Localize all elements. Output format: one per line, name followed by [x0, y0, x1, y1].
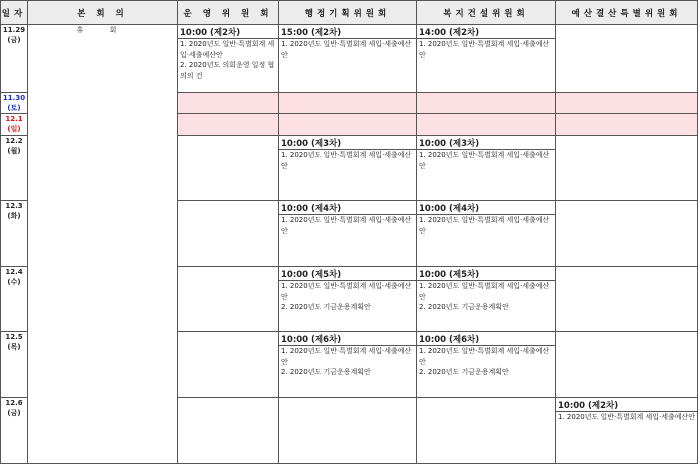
agenda-item: 2. 2020년도 기금운용계획안	[419, 368, 509, 376]
budget-1204-cell	[556, 267, 698, 332]
welfare-1130-cell	[417, 93, 556, 114]
weekday-label: (금)	[7, 36, 21, 44]
header-welfare-committee: 복지건설위원회	[417, 1, 556, 25]
welfare-1129-cell	[417, 25, 556, 93]
session-time: 10:00 (제5차)	[417, 267, 555, 281]
welfare-1205-cell	[417, 332, 556, 398]
agenda-item: 1. 2020년도 일반·특별회계 세입·세출예산안	[419, 347, 550, 366]
agenda-item: 1. 2020년도 일반·특별회계 세입·세출예산안	[281, 216, 412, 235]
date-label: 12.4	[5, 268, 23, 276]
date-label: 11.29	[2, 26, 26, 34]
date-cell	[1, 114, 28, 136]
date-cell	[1, 398, 28, 464]
header-plenary: 본 회 의	[28, 1, 178, 25]
admin-1204-cell	[279, 267, 417, 332]
session-time: 10:00 (제6차)	[279, 332, 416, 346]
session-time: 10:00 (제4차)	[417, 201, 555, 215]
agenda-item: 1. 2020년도 일반·특별회계 세입·세출예산안	[281, 40, 412, 59]
agenda-item: 1. 2020년도 일반·특별회계 세입·세출예산안	[419, 216, 550, 235]
row-1129	[1, 25, 698, 93]
weekday-label: (월)	[7, 147, 21, 155]
session-time: 10:00 (제5차)	[279, 267, 416, 281]
weekday-label: (화)	[7, 212, 21, 220]
budget-1129-cell	[556, 25, 698, 93]
admin-1129-cell	[279, 25, 417, 93]
admin-1203-cell	[279, 201, 417, 267]
date-cell	[1, 136, 28, 201]
welfare-1204-cell	[417, 267, 556, 332]
steering-1130-cell	[178, 93, 279, 114]
date-label: 12.2	[5, 137, 23, 145]
budget-1206-cell	[556, 398, 698, 464]
agenda-item: 1. 2020년도 일반·특별회계 세입·세출예산안	[419, 40, 550, 59]
steering-1202-cell	[178, 136, 279, 201]
date-cell	[1, 25, 28, 93]
steering-1129-cell	[178, 25, 279, 93]
date-label: 11.30	[2, 94, 26, 102]
agenda-item: 1. 2020년도 일반·특별회계 세입·세출예산안	[419, 282, 550, 301]
agenda-item: 2. 2020년도 의회운영 일정 협의의 건	[180, 61, 275, 80]
header-budget-committee: 예산결산특별위원회	[556, 1, 698, 25]
steering-1203-cell	[178, 201, 279, 267]
agenda-item: 1. 2020년도 일반·특별회계 세입·세출예산안	[281, 347, 412, 366]
agenda-item: 1. 2020년도 일반·특별회계 세입·세출예산안	[281, 282, 412, 301]
welfare-1203-cell	[417, 201, 556, 267]
agenda-item: 1. 2020년도 일반·특별회계 세입·세출예산안	[558, 413, 696, 421]
date-cell	[1, 201, 28, 267]
header-steering-committee: 운 영 위 원 회	[178, 1, 279, 25]
agenda-item: 1. 2020년도 일반·특별회계 세입·세출예산안	[419, 151, 550, 170]
admin-1206-cell	[279, 398, 417, 464]
weekday-label: (목)	[7, 343, 21, 351]
session-time: 10:00 (제2차)	[178, 25, 278, 39]
date-label: 12.3	[5, 202, 23, 210]
weekday-label: (금)	[7, 409, 21, 417]
date-cell	[1, 267, 28, 332]
agenda-item: 2. 2020년도 기금운용계획안	[419, 303, 509, 311]
admin-1205-cell	[279, 332, 417, 398]
budget-1205-cell	[556, 332, 698, 398]
date-label: 12.5	[5, 333, 23, 341]
date-label: 12.6	[5, 399, 23, 407]
agenda-item: 2. 2020년도 기금운용계획안	[281, 303, 371, 311]
session-time: 15:00 (제2차)	[279, 25, 416, 39]
steering-1201-cell	[178, 114, 279, 136]
steering-1204-cell	[178, 267, 279, 332]
header-admin-committee: 행정기획위원회	[279, 1, 417, 25]
budget-1201-cell	[556, 114, 698, 136]
agenda-item: 1. 2020년도 일반·특별회계 세입·세출예산안	[180, 40, 275, 59]
steering-1205-cell	[178, 332, 279, 398]
date-cell	[1, 93, 28, 114]
session-time: 10:00 (제2차)	[556, 398, 697, 412]
admin-1201-cell	[279, 114, 417, 136]
date-label: 12.1	[5, 115, 23, 123]
session-time: 10:00 (제3차)	[417, 136, 555, 150]
date-cell	[1, 332, 28, 398]
admin-1130-cell	[279, 93, 417, 114]
session-time: 10:00 (제3차)	[279, 136, 416, 150]
admin-1202-cell	[279, 136, 417, 201]
welfare-1201-cell	[417, 114, 556, 136]
steering-1206-cell	[178, 398, 279, 464]
header-row	[1, 1, 698, 25]
weekday-label: (토)	[7, 104, 21, 112]
welfare-1206-cell	[417, 398, 556, 464]
weekday-label: (수)	[7, 278, 21, 286]
agenda-item: 1. 2020년도 일반·특별회계 세입·세출예산안	[281, 151, 412, 170]
budget-1130-cell	[556, 93, 698, 114]
recess-label: 휴 회	[76, 26, 129, 34]
session-time: 14:00 (제2차)	[417, 25, 555, 39]
weekday-label: (일)	[7, 125, 21, 133]
session-time: 10:00 (제4차)	[279, 201, 416, 215]
plenary-recess-cell	[28, 25, 178, 464]
budget-1203-cell	[556, 201, 698, 267]
budget-1202-cell	[556, 136, 698, 201]
session-time: 10:00 (제6차)	[417, 332, 555, 346]
header-date: 일자	[1, 1, 28, 25]
agenda-item: 2. 2020년도 기금운용계획안	[281, 368, 371, 376]
welfare-1202-cell	[417, 136, 556, 201]
